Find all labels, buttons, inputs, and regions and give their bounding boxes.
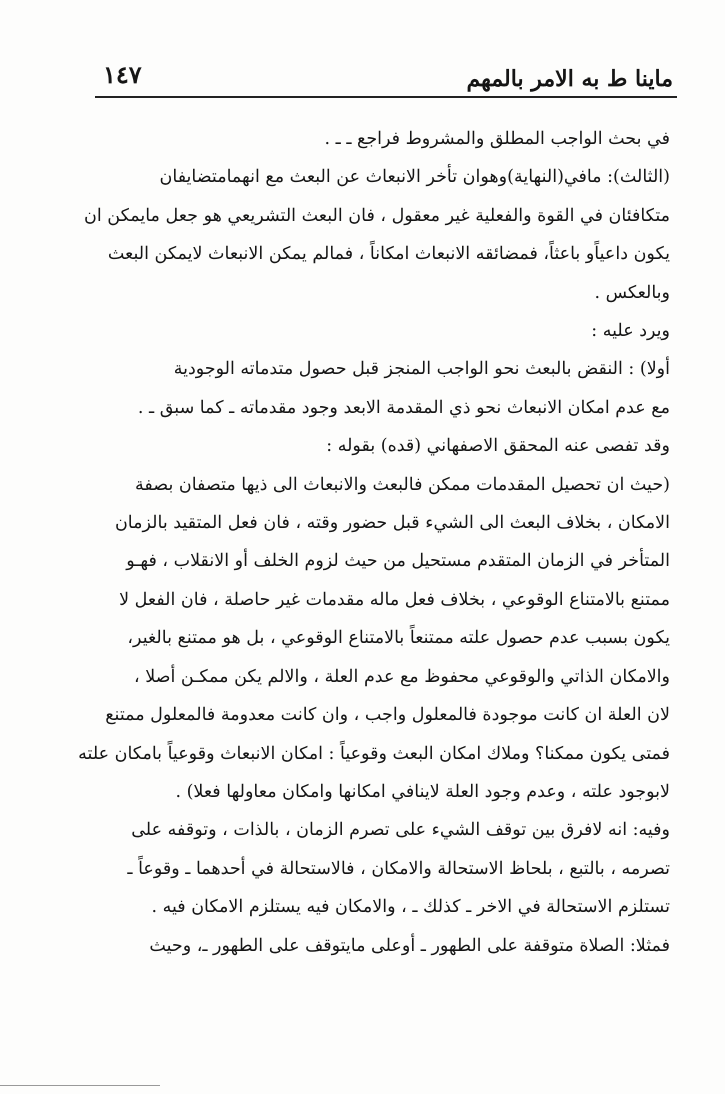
text-line: فمتى يكون ممكنا؟ وملاك امكان البعث وقوعياً : امكان الانبعاث وقوعياً بامكان علته xyxy=(78,743,670,764)
text-line: أولا) : النقض بالبعث نحو الواجب المنجز قبل حصول متدماته الوجودية xyxy=(173,359,670,380)
page-number: ١٤٧ xyxy=(103,60,142,89)
text-line: (حيث ان تحصيل المقدمات ممكن فالبعث والانبعاث الى ذيها متصفان بصفة xyxy=(135,474,670,495)
text-line: لابوجود علته ، وعدم وجود العلة لاينافي امكانها وامكان معاولها فعلا) . xyxy=(175,781,670,802)
text-line: وبالعكس . xyxy=(594,282,670,303)
text-line: (الثالث): مافي(النهاية)وهوان تأخر الانبعاث عن البعث مع انهمامتضايفان xyxy=(159,167,670,188)
running-title: ماينا ط به الامر بالمهم xyxy=(466,66,673,92)
text-line: الامكان ، بخلاف البعث الى الشيء قبل حضور وقته ، فان فعل المتقيد بالزمان xyxy=(114,513,670,534)
header-rule xyxy=(95,96,677,98)
text-line: ويرد عليه : xyxy=(591,321,670,342)
text-line: والامكان الذاتي والوقوعي محفوظ مع عدم العلة ، والالم يكن ممكـن أصلا ، xyxy=(134,666,670,687)
footer-rule xyxy=(0,1085,160,1086)
text-line: يكون بسبب عدم حصول علته ممتنعاً بالامتناع الوقوعي ، بل هو ممتنع بالغير، xyxy=(127,628,670,649)
text-line: مع عدم امكان الانبعاث نحو ذي المقدمة الابعد وجود مقدماته ـ كما سبق ـ . xyxy=(137,397,670,418)
text-line: ممتنع بالامتناع الوقوعي ، بخلاف فعل ماله مقدمات غير حاصلة ، فان الفعل لا xyxy=(119,589,670,610)
text-line: وقد تفصى عنه المحقق الاصفهاني (قده) بقوله : xyxy=(326,436,670,457)
text-line: في بحث الواجب المطلق والمشروط فراجع ـ ـ . xyxy=(324,129,670,149)
text-line: لان العلة ان كانت موجودة فالمعلول واجب ، وان كانت معدومة فالمعلول ممتنع xyxy=(105,705,670,726)
text-line: يكون داعياًو باعثاً، فمضائقه الانبعاث امكاناً ، فمالم يمكن الانبعاث لايمكن البعث xyxy=(107,244,670,265)
text-line: متكافئان في القوة والفعلية غير معقول ، فان البعث التشريعي هو جعل مايمكن ان xyxy=(83,205,670,226)
text-line: تستلزم الاستحالة في الاخر ـ كذلك ـ ، والامكان فيه يستلزم الامكان فيه . xyxy=(151,897,670,918)
text-line: المتأخر في الزمان المتقدم مستحيل من حيث لزوم الخلف أو الانقلاب ، فهـو xyxy=(126,551,670,572)
text-line: وفيه: انه لافرق بين توقف الشيء على تصرم الزمان ، بالذات ، وتوقفه على xyxy=(131,820,670,841)
page-header xyxy=(95,58,677,98)
text-line: فمثلا: الصلاة متوقفة على الطهور ـ أوعلى مايتوقف على الطهور ـ، وحيث xyxy=(149,935,670,956)
body-text xyxy=(78,120,670,965)
text-line: تصرمه ، بالتبع ، بلحاظ الاستحالة والامكان ، فالاستحالة في أحدهما ـ وقوعاً ـ xyxy=(127,858,670,879)
